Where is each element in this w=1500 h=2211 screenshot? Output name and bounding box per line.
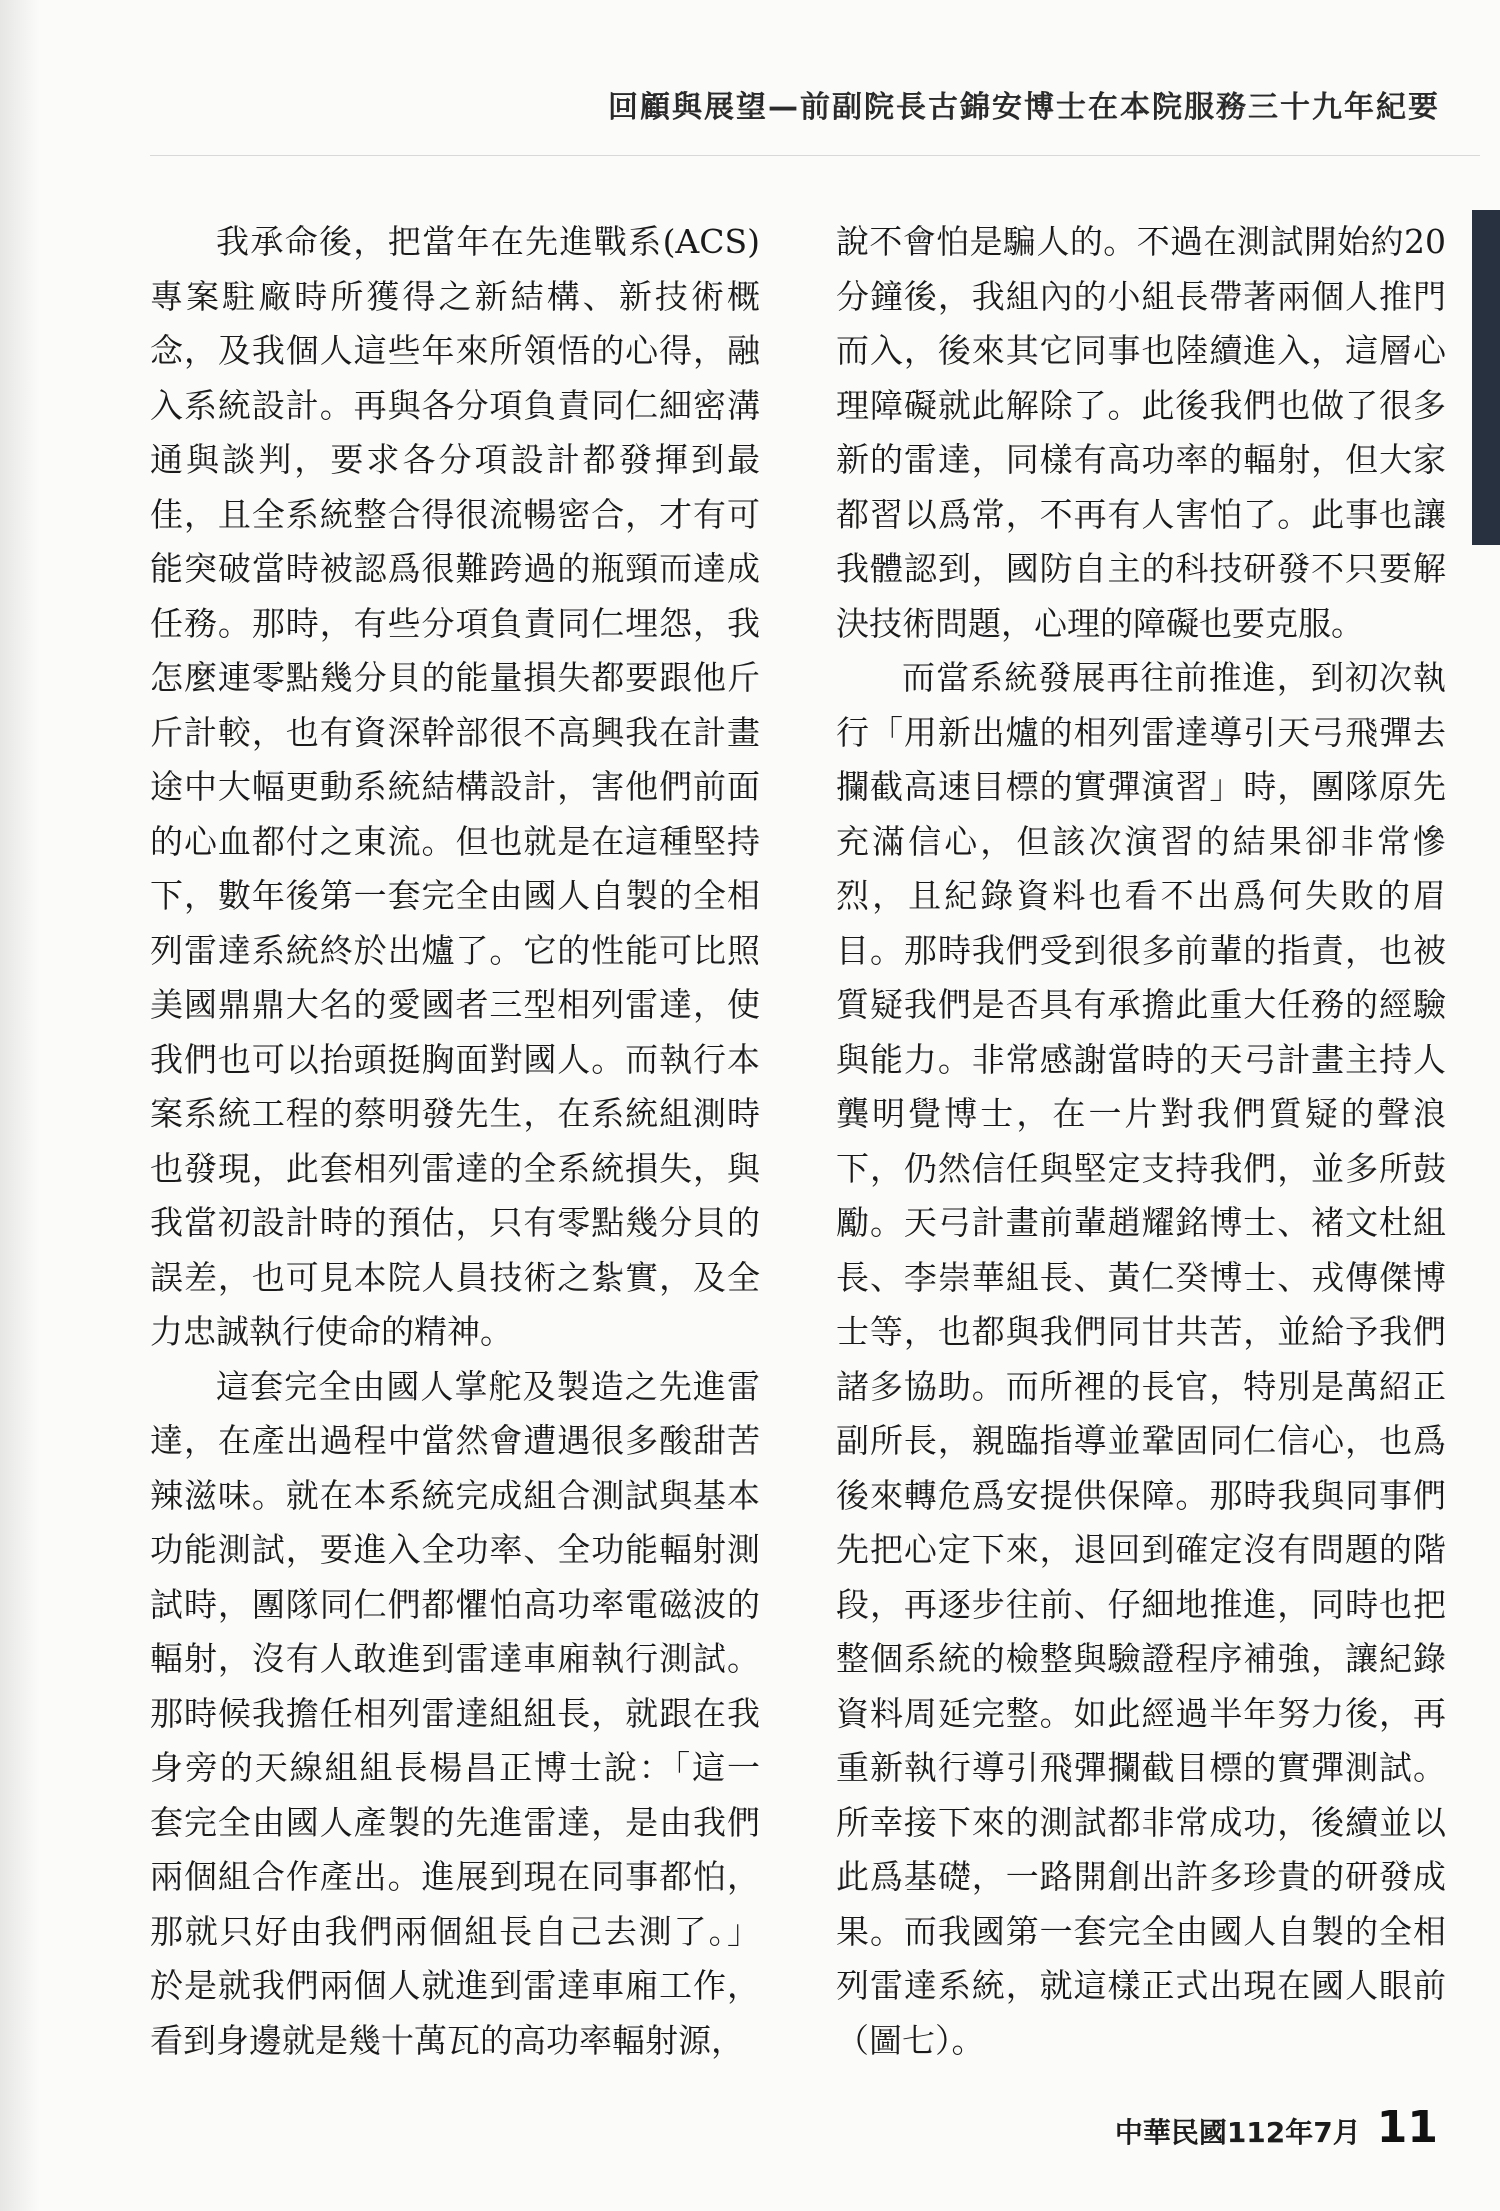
right-column [836, 215, 1446, 2068]
left-column [150, 215, 760, 2068]
page-number: 11 [1376, 2102, 1438, 2153]
running-header: 回顧與展望—前副院長古錦安博士在本院服務三十九年紀要 [608, 90, 1440, 125]
side-tab [1472, 210, 1500, 545]
page-gutter-shadow [0, 0, 40, 2211]
paragraph: 我承命後，把當年在先進戰系(ACS)專案駐廠時所獲得之新結構、新技術概念，及我個人這些年來所領悟的心得，融入系統設計。再與各分項負責同仁細密溝通與談判，要求各分項設計都發揮到最佳，且全系統整合得很流暢密合，才有可能突破當時被認爲很難跨過的瓶頸而達成任務。那時，有些分項負責同仁埋怨，我怎麼連零點幾分貝的能量損失都要跟他斤斤計較，也有資深幹部很不高興我在計畫途中大幅更動系統結構設計，害他們前面的心血都付之東流。但也就是在這種堅持下，數年後第一套完全由國人自製的全相列雷達系統終於出爐了。它的性能可比照美國鼎鼎大名的愛國者三型相列雷達，使我們也可以抬頭挺胸面對國人。而執行本案系統工程的蔡明發先生，在系統組測時也發現，此套相列雷達的全系統損失，與我當初設計時的預估，只有零點幾分貝的誤差，也可見本院人員技術之紮實，及全力忠誠執行使命的精神。 [150, 222, 760, 1351]
paragraph: 這套完全由國人掌舵及製造之先進雷達，在產出過程中當然會遭遇很多酸甜苦辣滋味。就在本系統完成組合測試與基本功能測試，要進入全功率、全功能輻射測試時，團隊同仁們都懼怕高功率電磁波的輻射，沒有人敢進到雷達車廂執行測試。那時候我擔任相列雷達組組長，就跟在我身旁的天線組組長楊昌正博士說：「這一套完全由國人產製的先進雷達，是由我們兩個組合作產出。進展到現在同事都怕，那就只好由我們兩個組長自己去測了。」於是就我們兩個人就進到雷達車廂工作，看到身邊就是幾十萬瓦的高功率輻射源， [150, 1366, 760, 2060]
paragraph: 而當系統發展再往前推進，到初次執行「用新出爐的相列雷達導引天弓飛彈去攔截高速目標的實彈演習」時，團隊原先充滿信心，但該次演習的結果卻非常慘烈，且紀錄資料也看不出爲何失敗的眉目。那時我們受到很多前輩的指責，也被質疑我們是否具有承擔此重大任務的經驗與能力。非常感謝當時的天弓計畫主持人龔明覺博士，在一片對我們質疑的聲浪下，仍然信任與堅定支持我們，並多所鼓勵。天弓計畫前輩趙耀銘博士、褚文杜組長、李崇華組長、黃仁癸博士、戎傳傑博士等，也都與我們同甘共苦，並給予我們諸多協助。而所裡的長官，特別是萬紹正副所長，親臨指導並鞏固同仁信心，也爲後來轉危爲安提供保障。那時我與同事們先把心定下來，退回到確定沒有問題的階段，再逐步往前、仔細地推進，同時也把整個系統的檢整與驗證程序補強，讓紀錄資料周延完整。如此經過半年努力後，再重新執行導引飛彈攔截目標的實彈測試。所幸接下來的測試都非常成功，後續並以此爲基礎，一路開創出許多珍貴的研發成果。而我國第一套完全由國人自製的全相列雷達系統，就這樣正式出現在國人眼前（圖七）。 [836, 658, 1446, 2060]
page-footer [1115, 2102, 1438, 2153]
issue-date: 中華民國112年7月 [1114, 2116, 1361, 2149]
paragraph: 說不會怕是騙人的。不過在測試開始約20分鐘後，我組內的小組長帶著兩個人推門而入，後來其它同事也陸續進入，這層心理障礙就此解除了。此後我們也做了很多新的雷達，同樣有高功率的輻射，但大家都習以爲常，不再有人害怕了。此事也讓我體認到，國防自主的科技研發不只要解決技術問題，心理的障礙也要克服。 [836, 222, 1446, 643]
header-divider [150, 155, 1480, 156]
